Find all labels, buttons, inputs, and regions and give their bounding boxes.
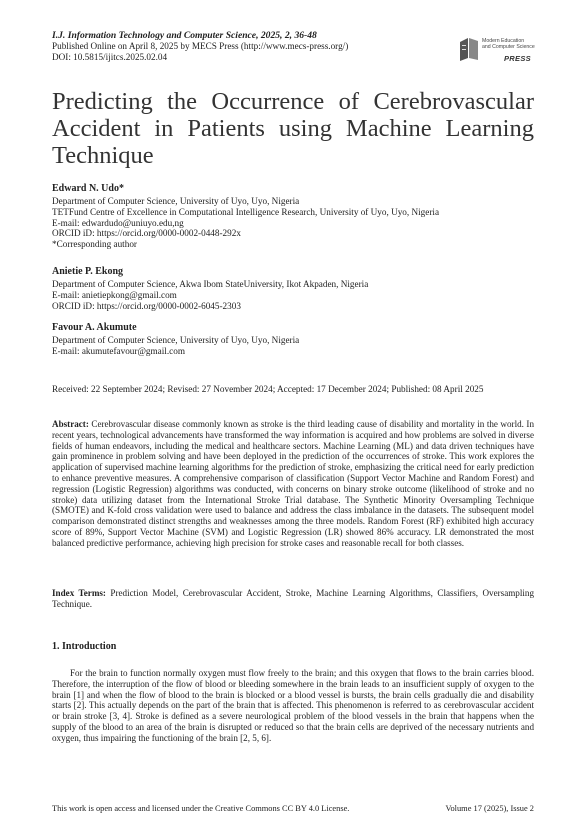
author-email: E-mail: anietiepkong@gmail.com bbox=[52, 289, 177, 300]
author-block-1 bbox=[52, 182, 534, 250]
abstract-label: Abstract: bbox=[52, 419, 89, 429]
journal-header bbox=[52, 30, 452, 63]
journal-citation: I.J. Information Technology and Computer Science, 2025, 2, 36-48 bbox=[52, 30, 317, 41]
author-name: Edward N. Udo* bbox=[52, 183, 124, 194]
corresponding-note: *Corresponding author bbox=[52, 239, 137, 250]
author-affiliation: Department of Computer Science, Akwa Ibom StateUniversity, Ikot Akpaden, Nigeria bbox=[52, 279, 369, 289]
section-body: For the brain to function normally oxygen must flow freely to the brain; and this oxygen that flows to the brain carries blood. Therefore, the interruption of the flow of blood or bleeding somewhere in the brain leads to an insufficient supply of oxygen to the brain [1] and when the flow of blood to the brain is blocked or a blood vessel is bursts, the brain cells gradually die and disability starts [2]. This actually depends on the part of the brain that is affected. This phenomenon is referred to as cerebrovascular accident or brain stroke [3, 4]. Stroke is defined as a severe neurological problem of the blood vessels in the brain that happens when the supply of the blood to an area of the brain is disrupted or reduced so that the brain cells are deprived of the necessary nutrients and oxygen, thus impairing the functioning of the brain [2, 5, 6]. bbox=[52, 668, 534, 743]
book-icon bbox=[458, 36, 480, 62]
abstract-text: Cerebrovascular disease commonly known as stroke is the third leading cause of disability and mortality in the world. In recent years, technological advancements have transformed the way information is acquired and how problems are solved in diverse fields of human endeavors, including the medical and healthcare sectors. Machine Learning (ML) and data driven techniques have gain prominence in problem solving and have been deployed in the prediction of the occurrences of stroke. This work explores the application of supervised machine learning algorithms for the prediction of stroke, emphasizing the critical need for early prediction to enhance preventive measures. A comprehensive comparison of classification (Support Vector Machine and Random Forest) and regression (Logistic Regression) algorithms was conducted, with concerns on binary stroke outcome (likelihood of stroke and no stroke) data utilizing dataset from the International Stroke Trial database. The Synthetic Minority Oversampling Technique (SMOTE) and K-fold cross validation were used to balance and address the class imbalance in the datasets. The subsequent model comparison demonstrated distinct strengths and weaknesses among the three models. Random Forest (RF) exhibited high accuracy score of 89%, Support Vector Machine (SVM) and Logistic Regression (LR) showed 86% accuracy. LR demonstrated the most balanced predictive performance, achieving high precision for stroke cases and reasonable recall for both classes. bbox=[52, 419, 534, 548]
author-block-2 bbox=[52, 265, 534, 311]
index-terms bbox=[52, 588, 534, 610]
publisher-logo bbox=[458, 34, 538, 66]
abstract bbox=[52, 419, 534, 549]
submission-dates: Received: 22 September 2024; Revised: 27 November 2024; Accepted: 17 December 2024; Published: 08 April 2025 bbox=[52, 384, 484, 394]
author-orcid: ORCID iD: https://orcid.org/0000-0002-0448-292x bbox=[52, 228, 241, 239]
paper-title: Predicting the Occurrence of Cerebrovascular Accident in Patients using Machine Learning Technique bbox=[52, 88, 534, 169]
index-terms-text: Prediction Model, Cerebrovascular Accident, Stroke, Machine Learning Algorithms, Classifiers, Oversampling Technique. bbox=[52, 588, 535, 609]
author-orcid: ORCID iD: https://orcid.org/0000-0002-6045-2303 bbox=[52, 300, 241, 311]
author-email: E-mail: akumutefavour@gmail.com bbox=[52, 345, 185, 356]
author-affiliation: Department of Computer Science, University of Uyo, Uyo, Nigeria bbox=[52, 196, 300, 206]
logo-press: PRESS bbox=[504, 54, 531, 63]
author-email: E-mail: edwardudo@uniuyo.edu,ng bbox=[52, 217, 184, 228]
doi: DOI: 10.5815/ijitcs.2025.02.04 bbox=[52, 52, 168, 62]
author-name: Favour A. Akumute bbox=[52, 322, 137, 333]
author-name: Anietie P. Ekong bbox=[52, 266, 124, 277]
page-footer bbox=[52, 804, 534, 813]
publication-info: Published Online on April 8, 2025 by MECS Press (http://www.mecs-press.org/) bbox=[52, 41, 349, 51]
section-heading: 1. Introduction bbox=[52, 641, 117, 652]
logo-text: Modern Education and Computer Science bbox=[482, 38, 535, 50]
license-note: This work is open access and licensed under the Creative Commons CC BY 4.0 License. bbox=[52, 804, 350, 813]
author-block-3 bbox=[52, 321, 534, 357]
volume-info: Volume 17 (2025), Issue 2 bbox=[445, 804, 534, 813]
index-terms-label: Index Terms: bbox=[52, 588, 106, 598]
author-affiliation: Department of Computer Science, University of Uyo, Uyo, Nigeria bbox=[52, 335, 300, 345]
author-affiliation: TETFund Centre of Excellence in Computational Intelligence Research, University of Uyo, Uyo, Nigeria bbox=[52, 206, 440, 217]
